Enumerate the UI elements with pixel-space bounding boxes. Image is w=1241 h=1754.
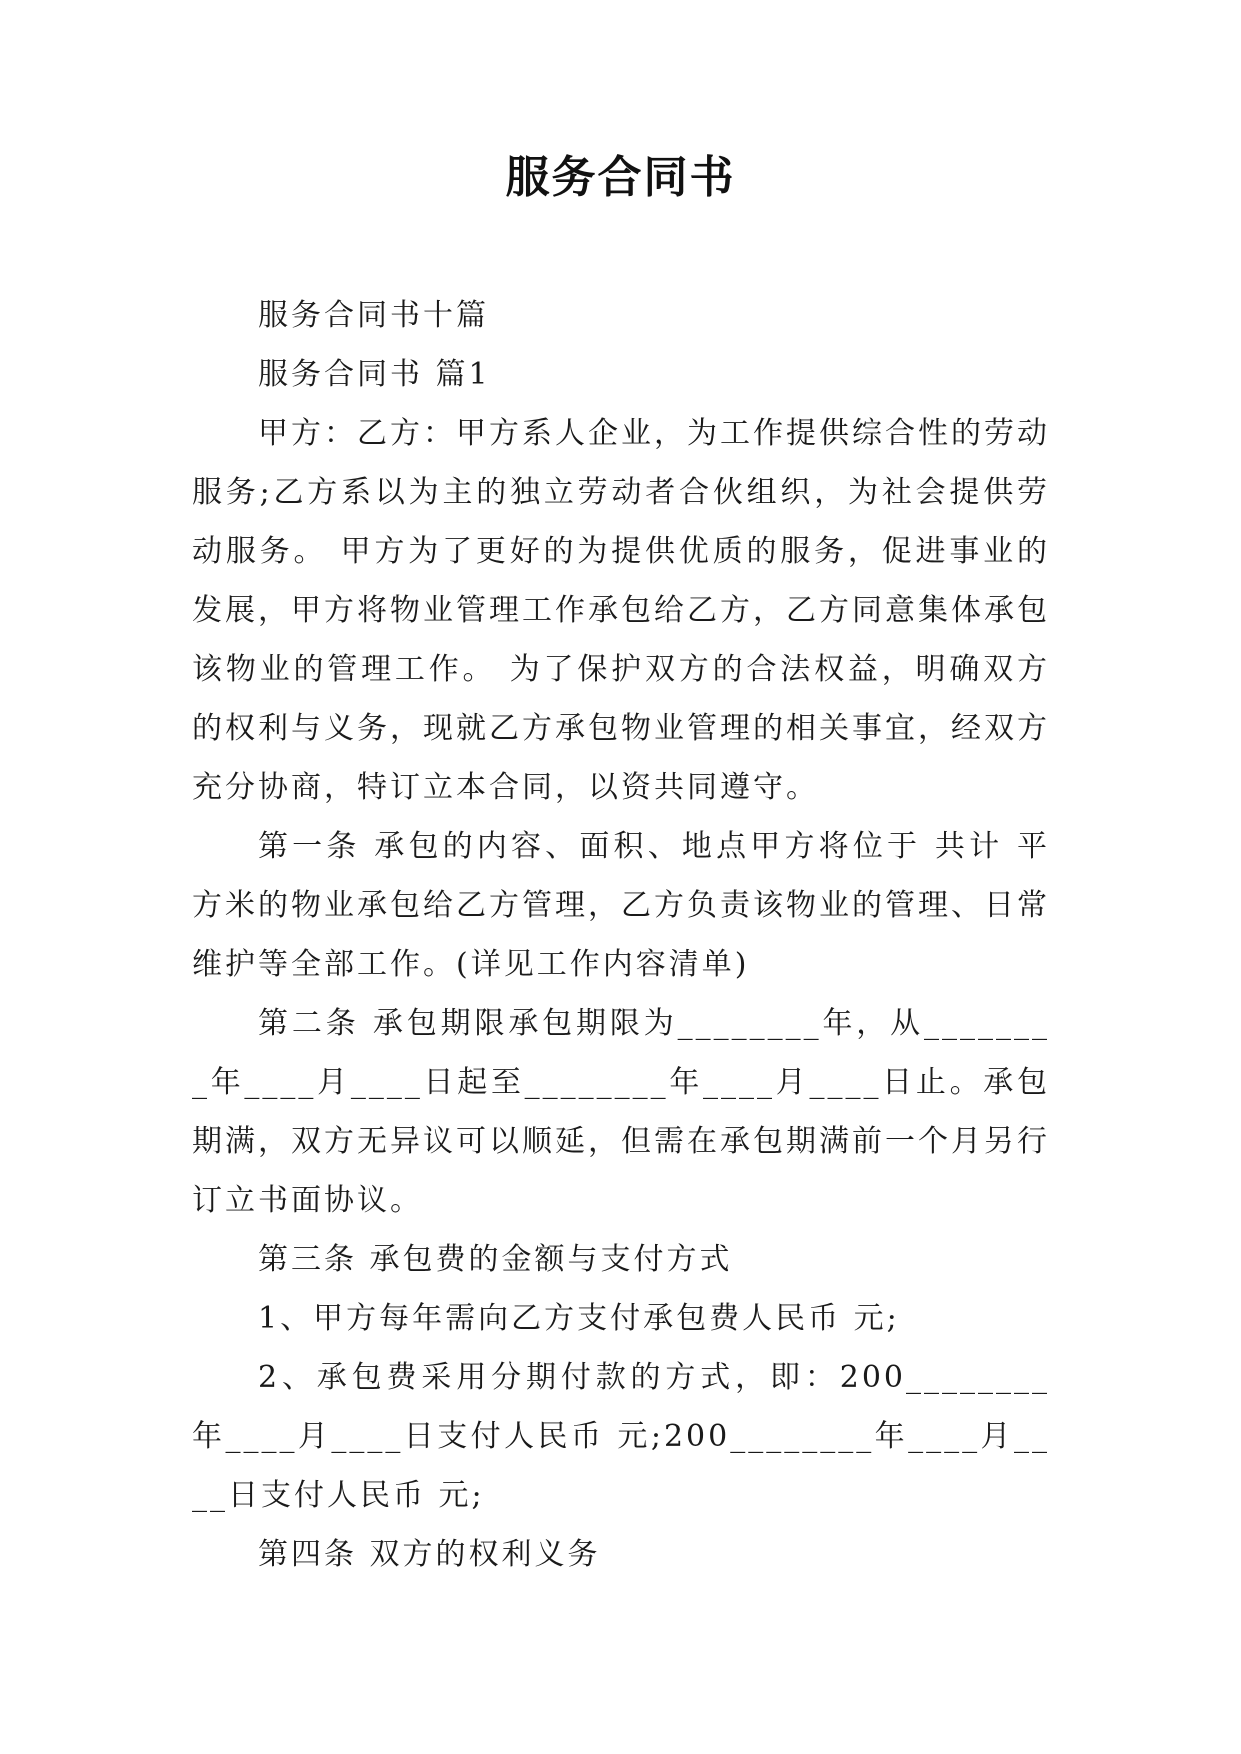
paragraph-collection-title: 服务合同书十篇 [258,298,489,333]
paragraph-article-4: 第四条 双方的权利义务 [258,1537,601,1572]
paragraph-article-1: 第一条 承包的内容、面积、地点甲方将位于 共计 平方米的物业承包给乙方管理，乙方负责该物业的管理、日常维护等全部工作。(详见工作内容清单) [192,829,1050,982]
paragraph-article-2: 第二条 承包期限承包期限为________年，从________年____月____日起至________年____月____日止。承包期满，双方无异议可以顺延，但需在承包期满前一个月另行订立书面协议。 [192,1006,1050,1218]
paragraph-article-3-item-2: 2、承包费采用分期付款的方式，即：200________年____月____日支付人民币 元;200________年____月____日支付人民币 元; [192,1360,1050,1513]
paragraph-section-heading: 服务合同书 篇1 [258,357,491,392]
document-title: 服务合同书 [505,152,736,203]
document-body [192,286,1050,1584]
paragraph-article-3: 第三条 承包费的金额与支付方式 [258,1242,733,1277]
paragraph-preamble: 甲方：乙方：甲方系人企业，为工作提供综合性的劳动服务;乙方系以为主的独立劳动者合伙组织，为社会提供劳动服务。 甲方为了更好的为提供优质的服务，促进事业的发展，甲方将物业管理工作承包给乙方，乙方同意集体承包该物业的管理工作。 为了保护双方的合法权益，明确双方的权利与义务，现就乙方承包物业管理的相关事宜，经双方充分协商，特订立本合同，以资共同遵守。 [192,416,1050,805]
paragraph-article-3-item-1: 1、甲方每年需向乙方支付承包费人民币 元; [258,1301,900,1336]
